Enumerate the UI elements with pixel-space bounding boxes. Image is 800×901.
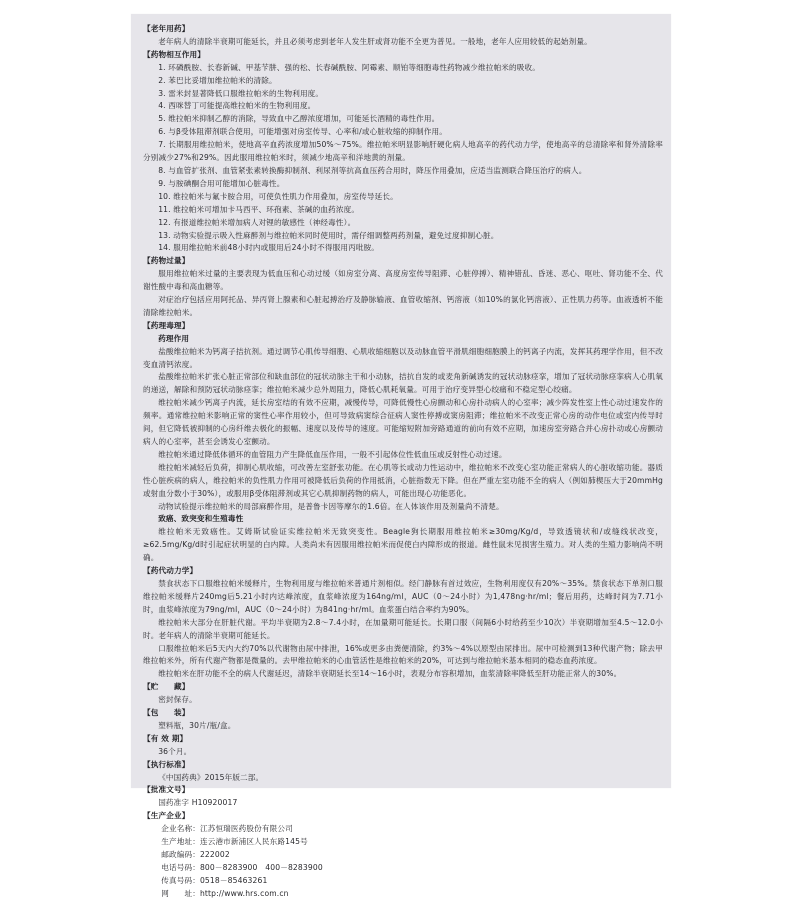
paragraph: 维拉帕米减少钙离子内流，延长房室结的有效不应期，减慢传导，可降低慢性心房颤动和心房扑动病人的心室率；减少阵发性室上性心动过速发作的频率。通常维拉帕米影响正常的窦性心率作用较小，但可导致病窦综合征病人窦性停搏或窦房阻滞；维拉帕米不改变正常心房的动作电位或室内传导时间，但它降低被抑制的心房纤维去极化的振幅、速度以及传导的速度。可能缩短附加旁路通道的前向有效不应期，加速房室旁路合并心房扑动或心房颤动病人的心室率，甚至会诱发心室颤动。 [143,398,663,446]
section-pharmacokinetics [143,565,663,681]
section-elderly-use [143,23,663,49]
section-standard [143,759,663,785]
list-item: 7. 长期服用维拉帕米，使地高辛血药浓度增加50%～75%。维拉帕米明显影响肝硬化病人地高辛的药代动力学，使地高辛的总清除率和肾外清除率分别减少27%和29%。因此服用维拉帕米时，须减少地高辛和洋地黄的剂量。 [143,140,663,163]
section-title: 【包 装】 [143,708,190,718]
list-item: 6. 与β受体阻滞剂联合使用，可能增强对房室传导、心率和/或心脏收缩的抑制作用。 [158,127,448,137]
section-title: 【药物相互作用】 [143,49,205,59]
paragraph: 维拉帕米无致癌性。艾姆斯试验证实维拉帕米无致突变性。Beagle狗长期服用维拉帕米≥30mg/Kg/d，导致透镜状和/或缝线状改变，≥62.5mg/Kg/d时引起症状明显的白内障。人类尚未有因服用维拉帕米而促使白内障形成的报道。雌性鼠未见损害生殖力。对人类的生殖力影响尚不明确。 [143,527,663,563]
list-item: 8. 与血管扩张剂、血管紧张素转换酶抑制剂、利尿剂等抗高血压药合用时，降压作用叠加，应适当监测联合降压治疗的病人。 [158,165,587,175]
paragraph: 36个月。 [158,746,192,756]
section-shelf-life [143,733,663,759]
phone-number: 电话号码：800－8283900 400－8283900 [161,862,323,872]
list-item: 3. 雷米封显著降低口服维拉帕米的生物利用度。 [158,88,324,98]
section-storage [143,681,663,707]
website: 网 址：http://www.hrs.com.cn [161,888,289,898]
list-item: 2. 苯巴比妥增加维拉帕米的清除。 [158,75,277,85]
paragraph: 盐酸维拉帕米扩张心脏正常部位和缺血部位的冠状动脉主干和小动脉，拮抗自发的或麦角新碱诱发的冠状动脉痉挛，增加了冠状动脉痉挛病人心肌氧的递送，解除和预防冠状动脉痉挛；维拉帕米减少总外周阻力，降低心肌耗氧量。可用于治疗变异型心绞痛和不稳定型心绞痛。 [143,372,663,395]
list-item: 9. 与胺碘酮合用可能增加心脏毒性。 [158,178,285,188]
paragraph: 服用维拉帕米过量的主要表现为低血压和心动过缓（如房室分离、高度房室传导阻滞、心脏停搏）、精神错乱、昏迷、恶心、呕吐、肾功能不全、代谢性酸中毒和高血糖等。 [143,269,663,292]
list-item: 12. 有报道维拉帕米增加病人对锂的敏感性（神经毒性）。 [158,217,356,227]
section-packaging [143,707,663,733]
paragraph: 对症治疗包括应用阿托品、异丙肾上腺素和心脏起搏治疗及静脉输液、血管收缩剂、钙溶液（如10%的氯化钙溶液）、正性肌力药等。血液透析不能清除维拉帕米。 [143,295,663,317]
company-name: 企业名称：江苏恒瑞医药股份有限公司 [161,824,293,834]
paragraph: 国药准字 H10920017 [158,798,238,808]
section-title: 【生产企业】 [143,811,190,821]
list-item: 4. 西咪替丁可能提高维拉帕米的生物利用度。 [158,101,316,111]
paragraph: 《中国药典》2015年版二部。 [158,772,264,782]
section-drug-interactions [143,49,663,256]
list-item: 10. 维拉帕米与氟卡胺合用，可使负性肌力作用叠加，房室传导延长。 [158,191,398,201]
section-overdose [143,255,663,320]
list-item: 11. 维拉帕米可增加卡马西平、环孢素、茶碱的血药浓度。 [158,204,360,214]
paragraph: 维拉帕米减轻后负荷，抑制心肌收缩，可改善左室舒张功能。在心肌等长或动力性运动中，维拉帕米不改变心室功能正常病人的心脏收缩功能。器质性心脏疾病的病人，维拉帕米的负性肌力作用可被降低后负荷的作用抵消，心脏指数无下降。但在严重左室功能不全的病人（例如肺楔压大于20mmHg或射血分数小于30%），或服用β受体阻滞剂或其它心肌抑制药物的病人，可能出现心功能恶化。 [143,462,663,498]
section-title: 【有 效 期】 [143,733,188,743]
section-approval-number [143,784,663,810]
paragraph: 密封保存。 [158,695,197,705]
paragraph: 老年病人的清除半衰期可能延长，并且必须考虑到老年人发生肝或肾功能不全更为普见。一般地，老年人应用较低的起始剂量。 [158,36,592,46]
section-pharmacology-toxicology [143,320,663,565]
list-item: 13. 动物实验提示吸入性麻醉剂与维拉帕米同时使用时，需仔细调整两药剂量，避免过度抑制心脏。 [158,230,499,240]
postal-code: 邮政编码：222002 [161,850,230,859]
package-insert-page [131,14,671,898]
paragraph: 动物试验提示维拉帕米的局部麻醉作用，是普鲁卡因等摩尔的1.6倍。在人体该作用及剂量尚不清楚。 [158,501,504,511]
section-title: 【药代动力学】 [143,566,198,576]
section-manufacturer [143,810,663,900]
list-item: 5. 维拉帕米抑制乙醇的消除，导致血中乙醇浓度增加，可能延长酒精的毒性作用。 [158,114,440,124]
section-title: 【药物过量】 [143,256,190,266]
section-title: 【执行标准】 [143,759,190,769]
document-content [143,23,663,901]
paragraph: 禁食状态下口服维拉帕米缓释片，生物利用度与维拉帕米普通片剂相似。经门静脉有首过效应，生物利用度仅有20%～35%。禁食状态下单剂口服维拉帕米缓释片240mg后5.21小时内达峰浓度，血浆峰浓度为164ng/ml，AUC（0～24小时）为1,478ng·hr/ml；餐后用药，达峰时间为7.71小时，血浆峰浓度为79ng/ml，AUC（0～24小时）为841ng·hr/ml。血浆蛋白结合率约为90%。 [143,578,663,614]
fax-number: 传真号码：0518－85463261 [161,875,268,885]
subsection-heading: 致癌、致突变和生殖毒性 [158,514,244,524]
company-address: 生产地址：连云港市新浦区人民东路145号 [161,837,308,847]
subsection-heading: 药理作用 [158,333,190,343]
list-item: 14. 服用维拉帕米前48小时内或服用后24小时不得服用丙吡胺。 [158,243,380,253]
section-title: 【贮 藏】 [143,682,190,692]
paragraph: 维拉帕米在肝功能不全的病人代谢延迟，清除半衰期延长至14～16小时，表观分布容积增加，血浆清除率降低至肝功能正常人的30%。 [158,669,622,679]
section-title: 【批准文号】 [143,785,190,795]
paragraph: 塑料瓶，30片/瓶/盒。 [158,720,236,730]
paragraph: 口服维拉帕米后5天内大约70%以代谢物由尿中排泄，16%或更多由粪便清除，约3%～4%以原型由尿排出。尿中可检测到13种代谢产物；除去甲维拉帕米外，所有代谢产物都是微量的。去甲维拉帕米的心血管活性是维拉帕米的20%，可达到与维拉帕米基本相同的稳态血药浓度。 [143,643,663,666]
list-item: 1. 环磷酰胺、长春新碱、甲基苄肼、强的松、长春碱酰胺、阿霉素、顺铂等细胞毒性药物减少维拉帕米的吸收。 [158,62,540,72]
paragraph: 维拉帕米大部分在肝脏代谢。平均半衰期为2.8～7.4小时，在加量期可能延长。长期口服（间隔6小时给药至少10次）半衰期增加至4.5～12.0小时。老年病人的清除半衰期可能延长。 [143,617,663,640]
section-title: 【老年用药】 [143,24,190,33]
paragraph: 维拉帕米通过降低体循环的血管阻力产生降低血压作用，一般不引起体位性低血压或反射性心动过速。 [158,449,507,459]
section-title: 【药理毒理】 [143,320,190,330]
paragraph: 盐酸维拉帕米为钙离子拮抗剂。通过调节心肌传导细胞、心肌收缩细胞以及动脉血管平滑肌细胞细胞膜上的钙离子内流，发挥其药理学作用，但不改变血清钙浓度。 [143,346,663,369]
